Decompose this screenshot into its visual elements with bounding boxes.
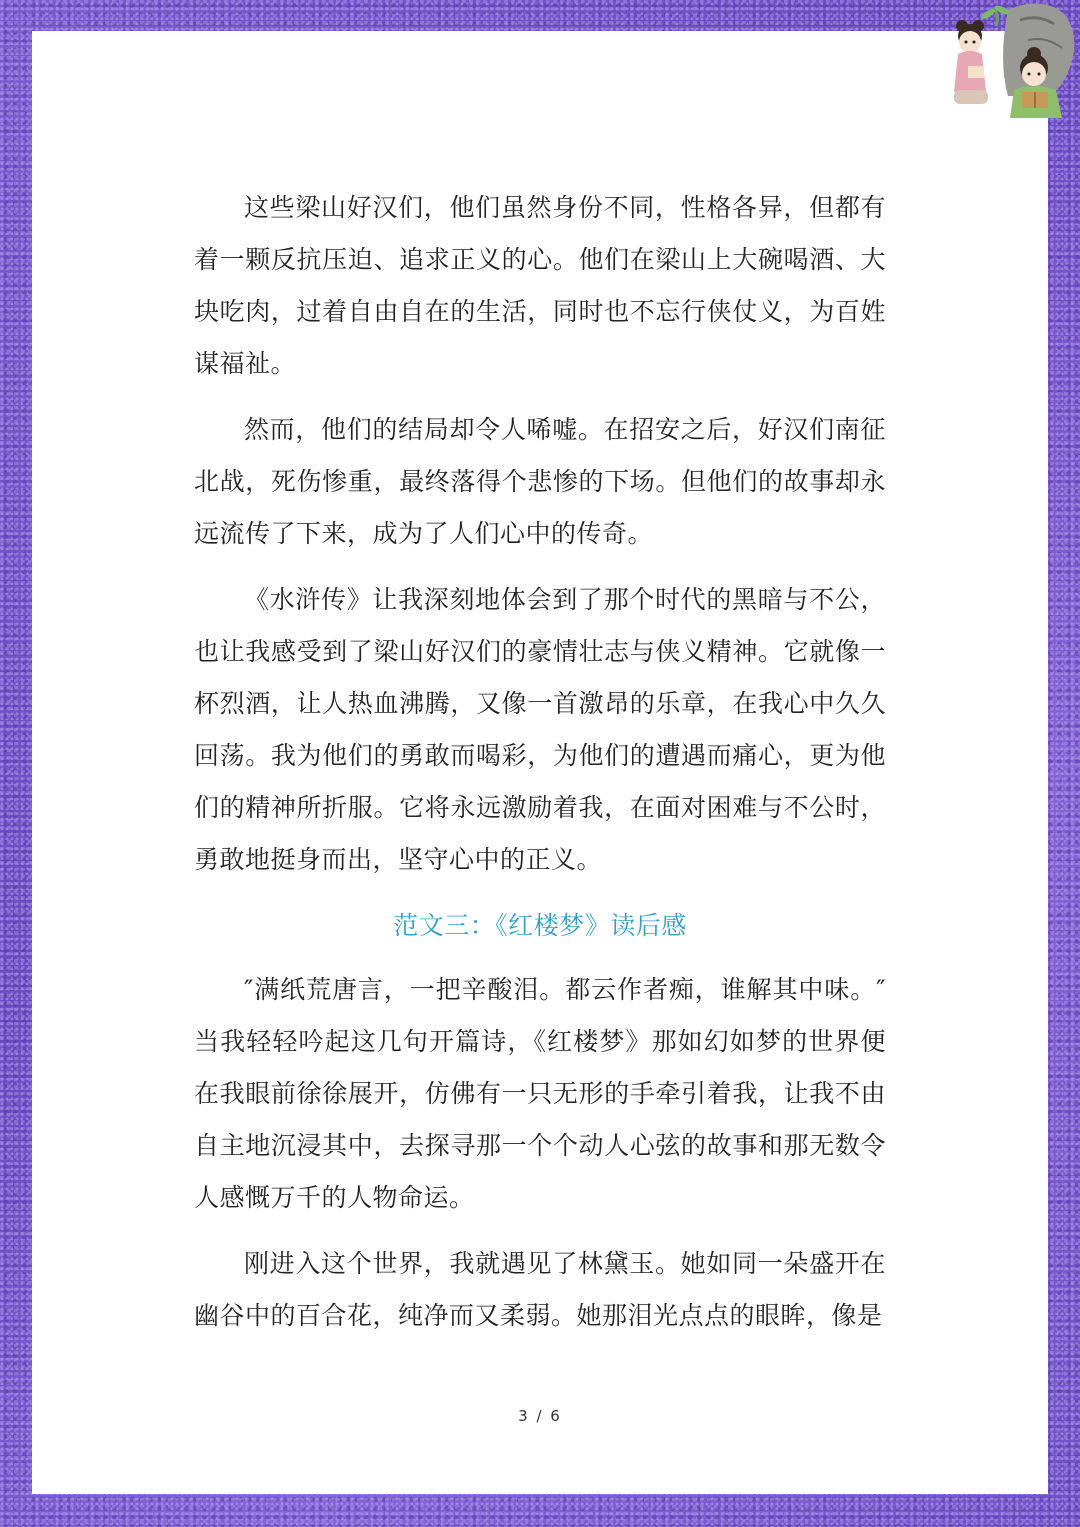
section-heading: 范文三：《红楼梦》读后感 — [393, 911, 687, 940]
paragraph-water-margin-reflection: 《水浒传》让我深刻地体会到了那个时代的黑暗与不公，也让我感受到了梁山好汉们的豪情壮志与侠义精神。它就像一杯烈酒，让人热血沸腾，又像一首激昂的乐章，在我心中久久回荡。我为他们的勇敢而喝彩，为他们的遭遇而痛心，更为他们的精神所折服。它将永远激励着我，在面对困难与不公时，勇敢地挺身而出，坚守心中的正义。 — [194, 585, 886, 874]
paragraph-heroes-ideals: 这些梁山好汉们，他们虽然身份不同，性格各异，但都有着一颗反抗压迫、追求正义的心。他们在梁山上大碗喝酒、大块吃肉，过着自由自在的生活，同时也不忘行侠仗义，为百姓谋福祉。 — [194, 193, 886, 378]
paragraph-heroes-fate: 然而，他们的结局却令人唏嘘。在招安之后，好汉们南征北战，死伤惨重，最终落得个悲惨的下场。但他们的故事却永远流传了下来，成为了人们心中的传奇。 — [194, 415, 886, 548]
paragraph-lin-daiyu: 刚进入这个世界，我就遇见了林黛玉。她如同一朵盛开在幽谷中的百合花，纯净而又柔弱。她那泪光点点的眼眸，像是 — [194, 1249, 886, 1330]
reading-children-illustration — [938, 0, 1080, 122]
paragraph-red-chamber-opening: ″满纸荒唐言，一把辛酸泪。都云作者痴，谁解其中味。″当我轻轻吟起这几句开篇诗，《红楼梦》那如幻如梦的世界便在我眼前徐徐展开，仿佛有一只无形的手牵引着我，让我不由自主地沉浸其中，去探寻那一个个动人心弦的故事和那无数令人感慨万千的人物命运。 — [194, 975, 886, 1212]
document-body — [194, 182, 886, 1356]
page-number: 3 / 6 — [518, 1407, 562, 1425]
